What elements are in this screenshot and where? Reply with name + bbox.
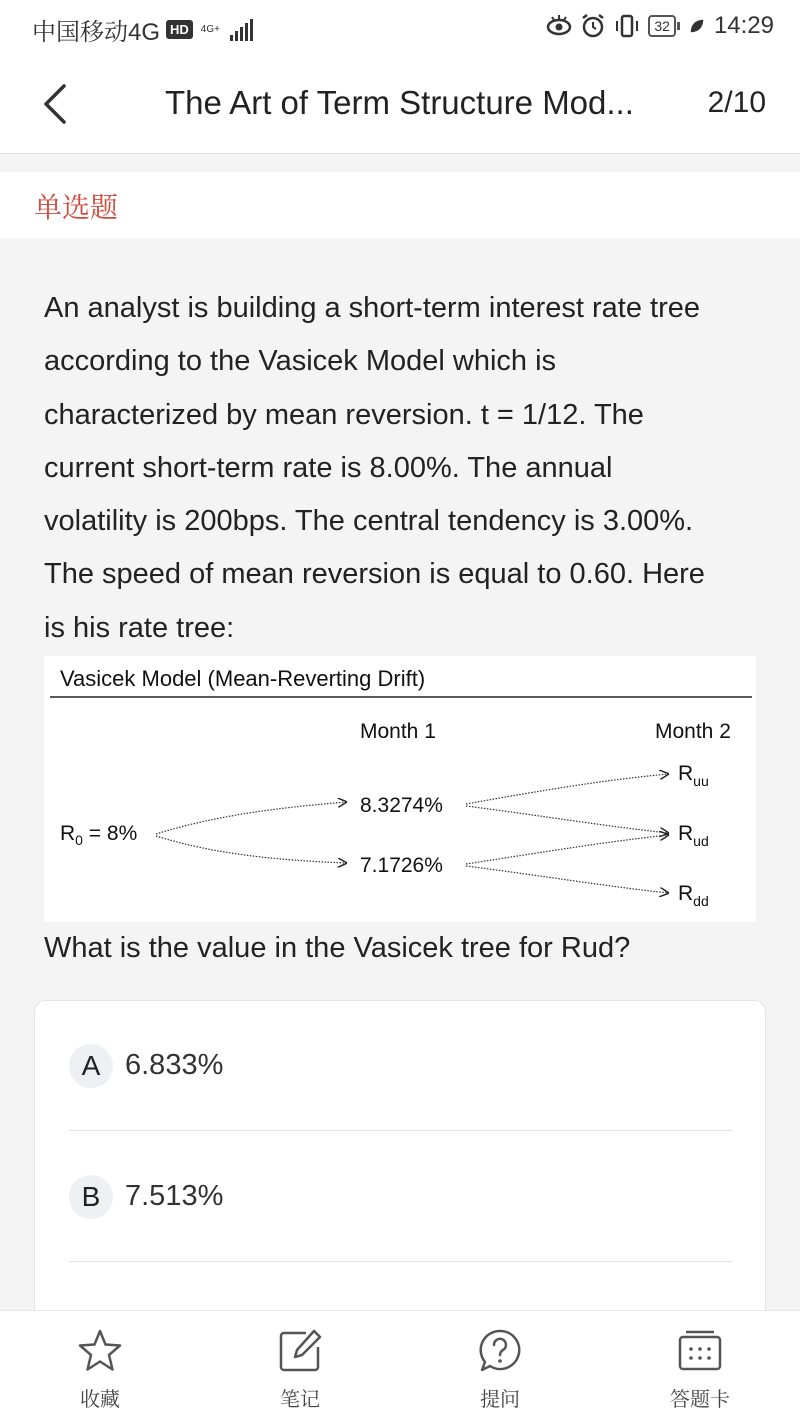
favorite-button[interactable]	[40, 1327, 160, 1417]
month-2-label: Month 2	[655, 720, 731, 743]
leaf-icon	[688, 13, 706, 39]
signal-icon	[230, 19, 253, 41]
branch-up-ud	[466, 806, 668, 833]
eye-icon	[546, 13, 572, 39]
root-rate-label: $R_0 = 8\%$	[60, 822, 138, 848]
sub-question-text: What is the value in the Vasicek tree for Rud?	[44, 932, 631, 964]
branch-root-down	[156, 836, 346, 863]
battery-icon	[648, 15, 680, 37]
question-line: volatility is 200bps. The central tendency is 3.00%.	[44, 505, 694, 538]
vibrate-icon	[614, 13, 640, 39]
branch-root-up	[156, 802, 346, 834]
month-1-down-rate: 7.1726%	[360, 854, 443, 877]
question-line: is his rate tree:	[44, 611, 235, 644]
ask-question-button[interactable]	[440, 1327, 560, 1417]
network-type: 4G+	[200, 23, 220, 35]
question-line: An analyst is building a short-term interest rate tree	[44, 292, 701, 324]
bottom-nav	[0, 1310, 800, 1422]
notes-label: 笔记	[280, 1389, 320, 1411]
option-letter: B	[69, 1175, 113, 1219]
question-line: The speed of mean reversion is equal to 0.60. Here	[44, 558, 705, 591]
note-edit-icon	[276, 1327, 324, 1375]
star-icon	[76, 1327, 124, 1375]
question-bubble-icon	[476, 1327, 524, 1375]
app-header	[0, 54, 800, 154]
alarm-icon	[580, 13, 606, 39]
status-right	[546, 12, 774, 40]
carrier-label: 中国移动4G	[32, 19, 161, 46]
month-1-label: Month 1	[360, 720, 436, 743]
option-text: 7.513%	[125, 1180, 224, 1212]
leaf-rud: $R_{ud}$	[678, 822, 709, 849]
answer-card-label: 答题卡	[670, 1389, 730, 1411]
figure-title: Vasicek Model (Mean-Reverting Drift)	[60, 666, 426, 691]
leaf-rdd: $R_{dd}$	[678, 882, 709, 909]
branch-down-ud	[466, 835, 668, 864]
status-left	[32, 12, 253, 47]
question-type-label: 单选题	[34, 192, 119, 223]
hd-badge: HD	[166, 20, 193, 39]
question-line: according to the Vasicek Model which is	[44, 345, 557, 378]
question-line: characterized by mean reversion. t = 1/12. The	[44, 398, 644, 431]
question-progress: 2/10	[707, 86, 766, 119]
status-bar	[0, 0, 800, 54]
branch-down-dd	[466, 866, 668, 893]
question-type-band	[0, 172, 800, 238]
option-b[interactable]	[69, 1132, 733, 1262]
question-text	[44, 282, 764, 655]
month-1-up-rate: 8.3274%	[360, 794, 443, 817]
rate-tree-diagram	[44, 656, 756, 922]
notes-button[interactable]	[240, 1327, 360, 1417]
leaf-ruu: $R_{uu}$	[678, 762, 709, 789]
battery-level: 32	[648, 15, 676, 37]
clock-time: 14:29	[713, 12, 774, 39]
ask-question-label: 提问	[480, 1389, 520, 1411]
rate-tree-figure	[44, 656, 756, 922]
answer-card-button[interactable]	[640, 1327, 760, 1417]
question-line: current short-term rate is 8.00%. The annual	[44, 451, 613, 484]
option-a[interactable]	[69, 1001, 733, 1131]
branch-up-uu	[466, 774, 668, 804]
page-title: The Art of Term Structure Mod...	[165, 84, 634, 121]
option-letter: A	[69, 1044, 113, 1088]
favorite-label: 收藏	[80, 1389, 120, 1411]
option-text: 6.833%	[125, 1049, 224, 1081]
answer-card-icon	[676, 1327, 724, 1375]
back-arrow-icon[interactable]	[36, 82, 76, 126]
options-card	[34, 1000, 766, 1330]
